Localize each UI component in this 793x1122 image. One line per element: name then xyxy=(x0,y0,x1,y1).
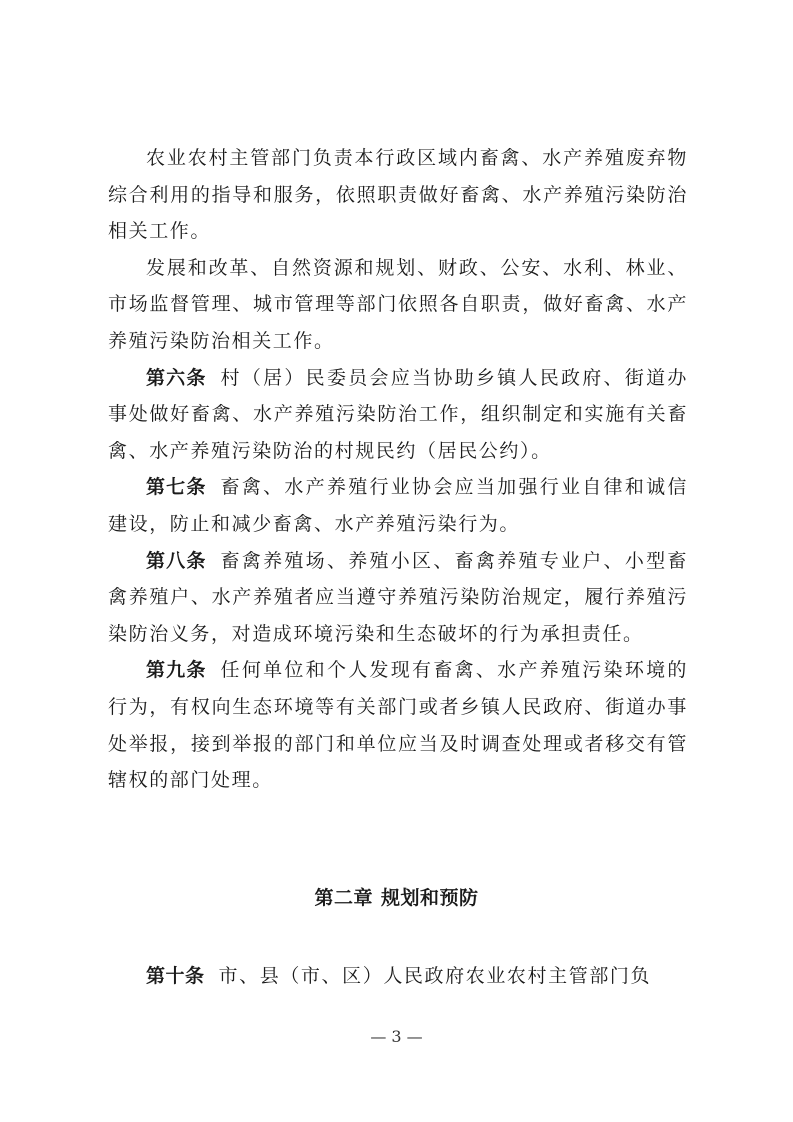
article-label: 第八条 xyxy=(146,549,207,572)
article-label: 第九条 xyxy=(146,659,207,682)
article-text: 村（居）民委员会应当协助乡镇人民政府、街道办事处做好畜禽、水产养殖污染防治工作，组织制定和实施有关畜禽、水产养殖污染防治的村规民约（居民公约）。 xyxy=(108,366,688,462)
article-9 xyxy=(108,652,688,798)
article-text: 畜禽、水产养殖行业协会应当加强行业自律和诚信建设，防止和减少畜禽、水产养殖污染行为。 xyxy=(108,476,688,535)
article-text: 市、县（市、区）人民政府农业农村主管部门负 xyxy=(218,965,652,987)
body-text xyxy=(108,140,688,799)
paragraph-2 xyxy=(108,250,688,360)
article-10 xyxy=(108,958,688,995)
chapter-heading xyxy=(0,878,793,918)
article-label: 第六条 xyxy=(146,366,207,389)
article-text: 任何单位和个人发现有畜禽、水产养殖污染环境的行为，有权向生态环境等有关部门或者乡镇人民政府、街道办事处举报，接到举报的部门和单位应当及时调查处理或者移交有管辖权的部门处理。 xyxy=(108,659,688,792)
article-10-paragraph xyxy=(108,958,688,995)
paragraph-text: 农业农村主管部门负责本行政区域内畜禽、水产养殖废弃物综合利用的指导和服务，依照职责做好畜禽、水产养殖污染防治相关工作。 xyxy=(108,147,688,243)
paragraph-1 xyxy=(108,140,688,250)
chapter-number: 第二章 xyxy=(314,887,373,909)
chapter-title: 规划和预防 xyxy=(381,887,479,909)
article-7 xyxy=(108,469,688,542)
article-text: 畜禽养殖场、养殖小区、畜禽养殖专业户、小型畜禽养殖户、水产养殖者应当遵守养殖污染防治规定，履行养殖污染防治义务，对造成环境污染和生态破坏的行为承担责任。 xyxy=(108,549,688,645)
article-8 xyxy=(108,543,688,653)
page-number: — 3 — xyxy=(370,1027,423,1046)
article-6 xyxy=(108,360,688,470)
paragraph-text: 发展和改革、自然资源和规划、财政、公安、水利、林业、市场监督管理、城市管理等部门依照各自职责，做好畜禽、水产养殖污染防治相关工作。 xyxy=(108,256,688,352)
article-label: 第十条 xyxy=(146,965,205,987)
article-label: 第七条 xyxy=(146,476,207,499)
